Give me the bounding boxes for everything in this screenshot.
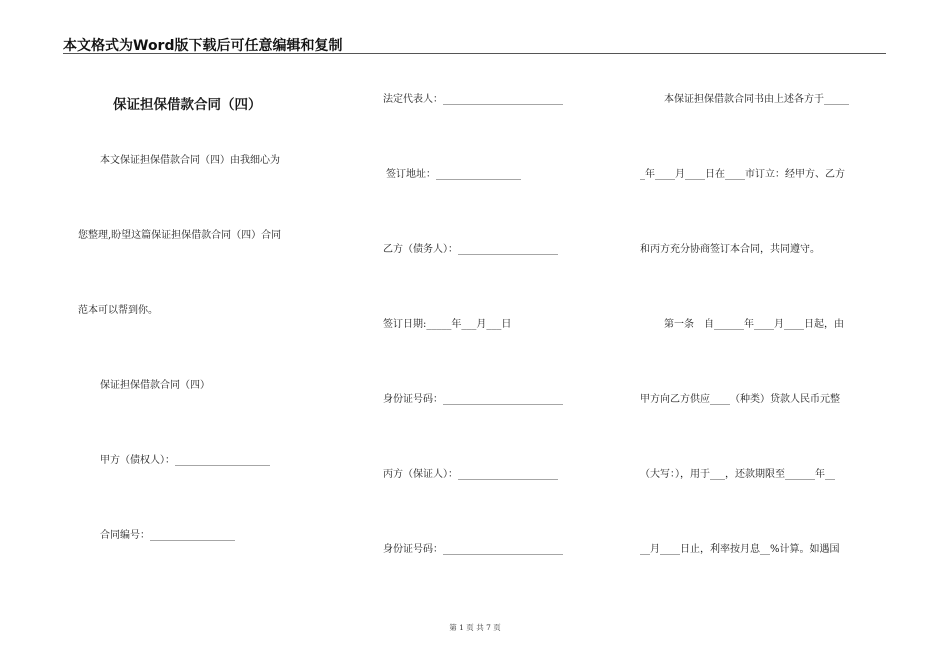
page-number-footer: 第 1 页 共 7 页 [449, 623, 501, 632]
col1-line-5: 甲方（债权人）：___________________ [100, 455, 270, 466]
col3-line-3: 和丙方充分协商签订本合同，共同遵守。 [640, 244, 820, 255]
col3-line-5: 甲方向乙方供应____（种类）贷款人民币元整 [640, 394, 840, 405]
col3-line-7: __月____日止，利率按月息__%计算。如遇国 [640, 544, 840, 555]
col1-line-2: 您整理,盼望这篇保证担保借款合同（四）合同 [78, 230, 282, 241]
col2-line-4: 签订日期:_____年___月___日 [383, 319, 512, 330]
col2-line-2: 签订地址：_________________ [386, 169, 521, 180]
col3-line-4: 第一条 自______年____月____日起，由 [664, 319, 844, 330]
page-header [63, 35, 886, 54]
col2-line-1: 法定代表人：________________________ [383, 94, 563, 105]
col1-line-4: 保证担保借款合同（四） [100, 380, 210, 391]
col2-line-6: 丙方（保证人）：____________________ [383, 469, 558, 480]
header-banner-text: 本文格式为Word版下载后可任意编辑和复制 [63, 38, 343, 54]
col3-line-1: 本保证担保借款合同书由上述各方于_____ [664, 94, 849, 105]
col1-line-1: 本文保证担保借款合同（四）由我细心为 [100, 155, 280, 166]
col1-line-3: 范本可以帮到你。 [78, 305, 158, 316]
col3-line-6: （大写：），用于___，还款期限至______年__ [640, 469, 835, 480]
col2-line-7: 身份证号码：________________________ [383, 544, 563, 555]
col3-line-2: _年____月____日在____市订立：经甲方、乙方 [640, 169, 845, 180]
col1-line-6: 合同编号：_________________ [100, 530, 235, 541]
col2-line-3: 乙方（债务人）：____________________ [383, 244, 558, 255]
document-title: 保证担保借款合同（四） [113, 97, 262, 113]
col2-line-5: 身份证号码：________________________ [383, 394, 563, 405]
